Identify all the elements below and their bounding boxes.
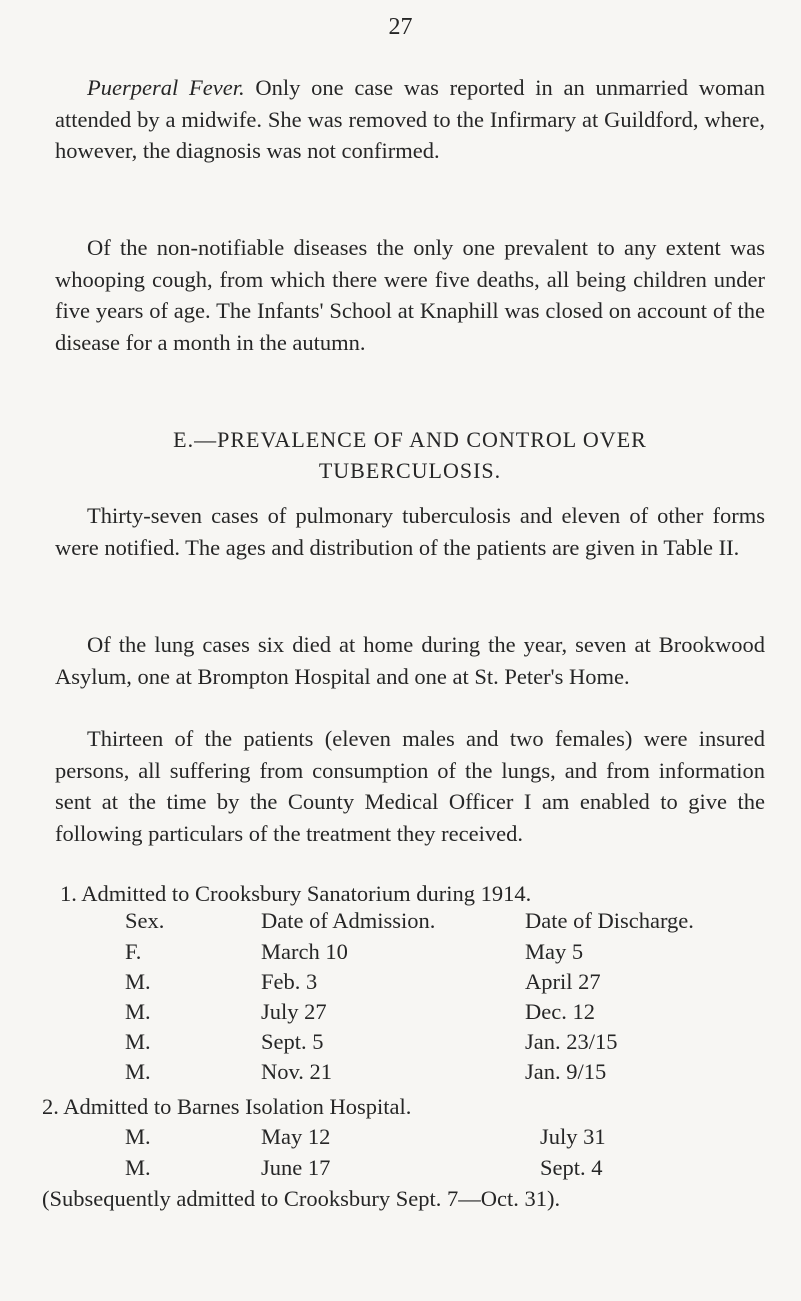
table-row-sex: M. — [125, 1124, 151, 1149]
non-notifiable-paragraph: Of the non-notifiable diseases the only one prevalent to any extent was whooping cough, from which there were five deaths, all being children under five years of age. The Infants' School at Knaphill was closed on account of the disease for a month in the autumn. — [55, 235, 765, 355]
notified-cases-paragraph: Thirty-seven cases of pulmonary tuberculosis and eleven of other forms were notified. The ages and distribution of the patients are given in Table II. — [55, 503, 765, 560]
puerperal-paragraph — [55, 72, 765, 167]
page-number: 27 — [388, 14, 413, 40]
table-row-discharge: Dec. 12 — [525, 999, 595, 1024]
table-row-sex: M. — [125, 969, 151, 994]
table-row-discharge: Jan. 9/15 — [525, 1059, 607, 1084]
column-header-discharge: Date of Discharge. — [525, 908, 694, 933]
lung-cases-paragraph: Of the lung cases six died at home during the year, seven at Brookwood Asylum, one at Brompton Hospital and one at St. Peter's Home. — [55, 632, 765, 689]
table-row-discharge: Jan. 23/15 — [525, 1029, 618, 1054]
table-row-admission: Feb. 3 — [261, 969, 318, 994]
puerperal-text: Only one case was reported in an unmarried woman attended by a midwife. She was removed to the Infirmary at Guildford, where, however, the diagnosis was not confirmed. — [55, 75, 766, 163]
column-header-admission: Date of Admission. — [261, 908, 436, 933]
table-row-admission: July 27 — [261, 999, 327, 1024]
table-row-discharge: Sept. 4 — [540, 1155, 603, 1180]
table-row-admission: May 12 — [261, 1124, 331, 1149]
table-row-sex: M. — [125, 1059, 151, 1084]
list2-heading: 2. Admitted to Barnes Isolation Hospital. — [42, 1094, 412, 1119]
table-row-sex: M. — [125, 1029, 151, 1054]
column-header-sex: Sex. — [125, 908, 165, 933]
insured-persons-paragraph: Thirteen of the patients (eleven males and two females) were insured persons, all suffering from consumption of the lungs, and from information sent at the time by the County Medical Officer I am enabled to give the following particulars of the treatment they received. — [55, 726, 765, 846]
table-row-admission: Nov. 21 — [261, 1059, 333, 1084]
list2-note: (Subsequently admitted to Crooksbury Sept. 7—Oct. 31). — [42, 1186, 561, 1211]
section-heading-line1: E.—PREVALENCE OF AND CONTROL OVER — [173, 427, 647, 452]
table-row-admission: Sept. 5 — [261, 1029, 324, 1054]
table-row-sex: F. — [125, 939, 142, 964]
section-heading-line2: TUBERCULOSIS. — [318, 458, 502, 483]
table-row-admission: March 10 — [261, 939, 348, 964]
table-row-admission: June 17 — [261, 1155, 331, 1180]
table-row-sex: M. — [125, 999, 151, 1024]
table-row-discharge: April 27 — [525, 969, 601, 994]
table-row-sex: M. — [125, 1155, 151, 1180]
table-row-discharge: May 5 — [525, 939, 584, 964]
puerperal-title: Puerperal Fever. — [87, 75, 245, 100]
list1-heading: 1. Admitted to Crooksbury Sanatorium during 1914. — [60, 881, 532, 906]
table-row-discharge: July 31 — [540, 1124, 606, 1149]
